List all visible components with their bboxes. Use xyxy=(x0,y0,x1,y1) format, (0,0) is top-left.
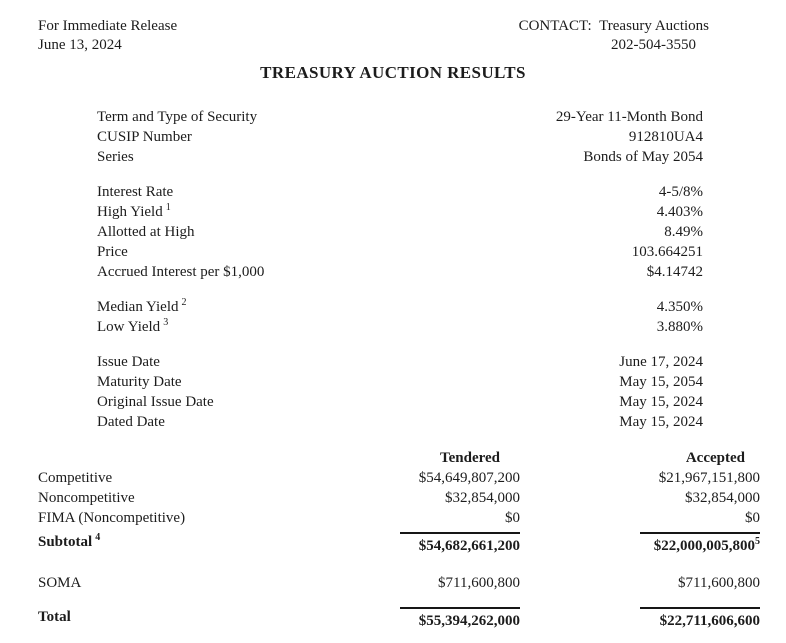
row-label: Competitive xyxy=(38,470,113,486)
column-header-tendered: Tendered xyxy=(439,450,500,466)
accepted-value: $32,854,000 xyxy=(685,490,760,506)
detail-label: Price xyxy=(97,244,128,260)
accepted-subtotal: $22,000,005,800$^5$ xyxy=(520,532,760,556)
contact-label: CONTACT: xyxy=(518,18,592,34)
row-label: Noncompetitive xyxy=(38,490,135,506)
rates-group xyxy=(97,182,703,282)
detail-value: May 15, 2024 xyxy=(619,394,703,410)
tendered-value: $0 xyxy=(505,510,520,526)
detail-row xyxy=(97,147,703,167)
detail-label: Dated Date xyxy=(97,414,165,430)
detail-label: Low Yield $^3$ xyxy=(97,317,169,335)
footnote-marker: 3 xyxy=(163,317,169,328)
detail-value: 8.49% xyxy=(664,224,703,240)
release-block xyxy=(38,17,177,55)
security-details xyxy=(97,107,703,432)
detail-value: 103.664251 xyxy=(631,244,703,260)
detail-row xyxy=(97,222,703,242)
detail-label: Interest Rate xyxy=(97,184,174,200)
contact-line xyxy=(519,17,709,36)
accepted-value: $0 xyxy=(745,510,760,526)
accepted-value: $21,967,151,800 xyxy=(658,470,760,486)
detail-value: 4.403% xyxy=(656,204,703,220)
total-row xyxy=(38,607,760,631)
yields-group xyxy=(97,297,703,337)
detail-row xyxy=(97,317,703,337)
detail-label: Original Issue Date xyxy=(97,394,214,410)
detail-row xyxy=(97,262,703,282)
page-title: TREASURY AUCTION RESULTS xyxy=(260,63,526,82)
detail-value: May 15, 2024 xyxy=(619,414,703,430)
footnote-marker: 2 xyxy=(181,297,187,308)
dates-group xyxy=(97,352,703,432)
accepted-total: $22,711,606,600 xyxy=(520,607,760,631)
detail-label: Median Yield $^2$ xyxy=(97,297,187,315)
release-date: June 13, 2024 xyxy=(38,37,122,53)
detail-value: June 17, 2024 xyxy=(619,354,703,370)
detail-row xyxy=(97,242,703,262)
tendered-value: $54,649,807,200 xyxy=(418,470,520,486)
contact-phone: 202-504-3550 xyxy=(611,37,696,53)
detail-row xyxy=(97,182,703,202)
footnote-marker: 4 xyxy=(95,532,101,543)
security-group xyxy=(97,107,703,167)
table-row xyxy=(38,508,760,528)
row-label: SOMA xyxy=(38,575,82,591)
detail-value: Bonds of May 2054 xyxy=(583,149,703,165)
detail-value: 912810UA4 xyxy=(628,129,703,145)
soma-row xyxy=(38,573,760,593)
tendered-subtotal: $54,682,661,200 xyxy=(372,532,520,556)
detail-value: 4-5/8% xyxy=(658,184,703,200)
table-row xyxy=(38,468,760,488)
contact-block xyxy=(519,17,709,55)
detail-value: 29-Year 11-Month Bond xyxy=(555,109,703,125)
detail-label: Accrued Interest per $1,000 xyxy=(97,264,265,280)
table-header-row xyxy=(38,448,760,468)
table-row xyxy=(38,488,760,508)
subtotal-row xyxy=(38,532,760,556)
detail-value: 3.880% xyxy=(656,319,703,335)
row-label: Subtotal $^4$ xyxy=(38,532,101,550)
tendered-value: $32,854,000 xyxy=(445,490,520,506)
detail-label: Term and Type of Security xyxy=(97,109,258,125)
contact-name: Treasury Auctions xyxy=(599,18,709,34)
detail-row xyxy=(97,297,703,317)
detail-row xyxy=(97,202,703,222)
column-header-accepted: Accepted xyxy=(685,450,745,466)
detail-label: High Yield $^1$ xyxy=(97,202,171,220)
detail-label: Issue Date xyxy=(97,354,160,370)
detail-value: 4.350% xyxy=(656,299,703,315)
detail-row xyxy=(97,412,703,432)
tendered-value: $711,600,800 xyxy=(438,575,520,591)
detail-label: CUSIP Number xyxy=(97,129,192,145)
footnote-marker: 5 xyxy=(755,536,760,547)
detail-row xyxy=(97,127,703,147)
detail-row xyxy=(97,107,703,127)
row-label: Total xyxy=(38,609,71,625)
row-label: FIMA (Noncompetitive) xyxy=(38,510,186,526)
detail-row xyxy=(97,352,703,372)
tender-accept-table xyxy=(38,448,760,631)
accepted-value: $711,600,800 xyxy=(678,575,760,591)
detail-label: Series xyxy=(97,149,134,165)
detail-label: Allotted at High xyxy=(97,224,195,240)
detail-row xyxy=(97,392,703,412)
detail-row xyxy=(97,372,703,392)
footnote-marker: 1 xyxy=(165,202,171,213)
detail-label: Maturity Date xyxy=(97,374,182,390)
detail-value: May 15, 2054 xyxy=(619,374,703,390)
tendered-total: $55,394,262,000 xyxy=(372,607,520,631)
detail-value: $4.14742 xyxy=(646,264,703,280)
header-spacer xyxy=(38,448,372,468)
release-line: For Immediate Release xyxy=(38,18,178,34)
